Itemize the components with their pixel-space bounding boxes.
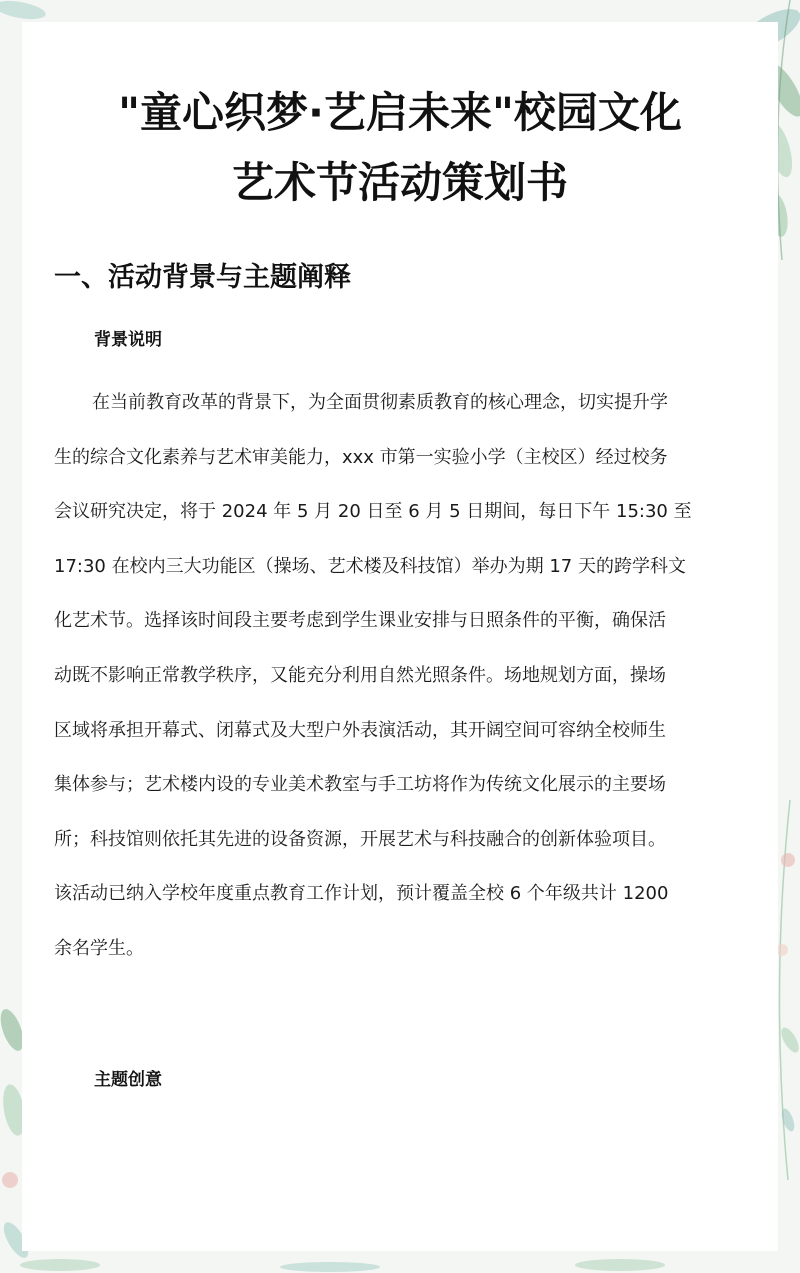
leaf-strip-bottom-icon [0,1249,800,1273]
paragraph-line: 生的综合文化素养与艺术审美能力，xxx 市第一实验小学（主校区）经过校务 [54,446,668,468]
theme-subheading: 主题创意 [94,1070,162,1090]
paragraph-line: 17:30 在校内三大功能区（操场、艺术楼及科技馆）举办为期 17 天的跨学科文 [54,555,686,577]
paragraph-line: 所；科技馆则依托其先进的设备资源，开展艺术与科技融合的创新体验项目。 [54,828,666,850]
paragraph-line: 在当前教育改革的背景下，为全面贯彻素质教育的核心理念，切实提升学 [92,392,668,413]
paragraph-line: 该活动已纳入学校年度重点教育工作计划，预计覆盖全校 6 个年级共计 1200 [54,883,669,905]
document-page [22,22,778,1251]
paragraph-line: 余名学生。 [54,937,144,959]
background-paragraph [54,376,744,977]
paragraph-line: 集体参与；艺术楼内设的专业美术教室与手工坊将作为传统文化展示的主要场 [54,774,666,796]
paragraph-line: 区域将承担开幕式、闭幕式及大型户外表演活动，其开阔空间可容纳全校师生 [54,719,666,741]
section-heading: 一、活动背景与主题阐释 [54,262,351,293]
document-title [22,78,778,218]
title-line-1: "童心织梦·艺启未来"校园文化 [118,88,682,137]
paragraph-line: 会议研究决定，将于 2024 年 5 月 20 日至 6 月 5 日期间，每日下午 15:30 至 [54,501,692,523]
title-line-2: 艺术节活动策划书 [231,158,568,207]
paragraph-line: 动既不影响正常教学秩序，又能充分利用自然光照条件。场地规划方面，操场 [54,664,666,686]
paragraph-line: 化艺术节。选择该时间段主要考虑到学生课业安排与日照条件的平衡，确保活 [54,610,666,632]
background-subheading: 背景说明 [94,330,162,350]
